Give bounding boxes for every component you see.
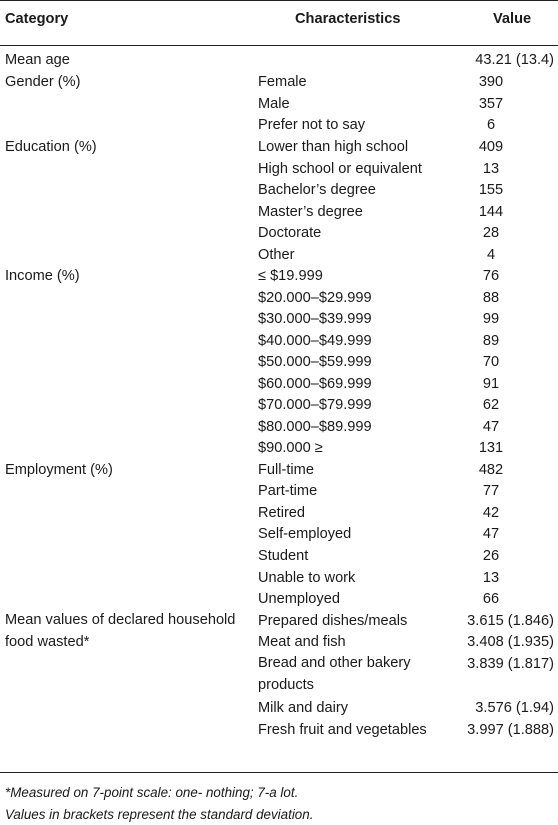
row-value: 47 bbox=[424, 419, 558, 436]
row-value: 62 bbox=[424, 397, 558, 414]
row-characteristic: Meat and fish bbox=[258, 634, 346, 651]
row-value: 91 bbox=[424, 376, 558, 393]
row-value: 131 bbox=[424, 440, 558, 457]
row-value: 3.576 (1.94) bbox=[424, 700, 554, 717]
row-value: 88 bbox=[424, 290, 558, 307]
row-value: 42 bbox=[424, 505, 558, 522]
header-characteristics: Characteristics bbox=[295, 11, 400, 28]
header-category: Category bbox=[5, 11, 68, 28]
row-category: Education (%) bbox=[5, 139, 97, 156]
row-characteristic: $30.000–$39.999 bbox=[258, 311, 372, 328]
row-characteristic: Fresh fruit and vegetables bbox=[258, 722, 427, 739]
row-value: 99 bbox=[424, 311, 558, 328]
row-category: Employment (%) bbox=[5, 462, 113, 479]
row-characteristic: High school or equivalent bbox=[258, 161, 422, 178]
row-value: 3.839 (1.817) bbox=[424, 656, 554, 673]
row-characteristic: $50.000–$59.999 bbox=[258, 354, 372, 371]
row-value: 76 bbox=[424, 268, 558, 285]
row-value: 77 bbox=[424, 483, 558, 500]
row-characteristic: Full-time bbox=[258, 462, 314, 479]
row-value: 26 bbox=[424, 548, 558, 565]
row-characteristic: $80.000–$89.999 bbox=[258, 419, 372, 436]
row-characteristic: $60.000–$69.999 bbox=[258, 376, 372, 393]
table-top-rule bbox=[0, 0, 558, 1]
row-category: Mean age bbox=[5, 52, 70, 69]
row-characteristic: Student bbox=[258, 548, 308, 565]
row-characteristic: Lower than high school bbox=[258, 139, 408, 156]
row-characteristic: Unemployed bbox=[258, 591, 340, 608]
row-value: 357 bbox=[424, 96, 558, 113]
footnote-brackets: Values in brackets represent the standard deviation. bbox=[5, 804, 313, 825]
row-value: 70 bbox=[424, 354, 558, 371]
row-value: 4 bbox=[424, 247, 558, 264]
row-characteristic: Male bbox=[258, 96, 290, 113]
row-value: 6 bbox=[424, 117, 558, 134]
row-characteristic: Unable to work bbox=[258, 570, 355, 587]
row-value: 3.615 (1.846) bbox=[424, 613, 554, 630]
row-value: 155 bbox=[424, 182, 558, 199]
row-value: 89 bbox=[424, 333, 558, 350]
row-characteristic: ≤ $19.999 bbox=[258, 268, 323, 285]
row-characteristic: Retired bbox=[258, 505, 305, 522]
row-characteristic: Bread and other bakery products bbox=[258, 653, 428, 696]
row-value: 13 bbox=[424, 161, 558, 178]
row-value: 13 bbox=[424, 570, 558, 587]
footnote-scale: *Measured on 7-point scale: one- nothing; 7-a lot. bbox=[5, 782, 313, 804]
row-value: 66 bbox=[424, 591, 558, 608]
row-characteristic: $90.000 ≥ bbox=[258, 440, 323, 457]
table-bottom-rule bbox=[0, 772, 558, 773]
row-characteristic: $70.000–$79.999 bbox=[258, 397, 372, 414]
row-category: Mean values of declared household food wasted* bbox=[5, 610, 250, 653]
row-value: 409 bbox=[424, 139, 558, 156]
row-characteristic: Prefer not to say bbox=[258, 117, 365, 134]
row-characteristic: Prepared dishes/meals bbox=[258, 613, 407, 630]
row-value: 28 bbox=[424, 225, 558, 242]
row-characteristic: Self-employed bbox=[258, 526, 351, 543]
row-value: 43.21 (13.4) bbox=[424, 52, 554, 69]
row-characteristic: $40.000–$49.999 bbox=[258, 333, 372, 350]
table-footnotes bbox=[5, 782, 313, 825]
row-characteristic: Other bbox=[258, 247, 295, 264]
row-characteristic: Female bbox=[258, 74, 307, 91]
row-characteristic: Milk and dairy bbox=[258, 700, 348, 717]
header-rule bbox=[0, 45, 558, 46]
row-value: 3.997 (1.888) bbox=[424, 722, 554, 739]
row-value: 390 bbox=[424, 74, 558, 91]
row-characteristic: Part-time bbox=[258, 483, 317, 500]
row-value: 482 bbox=[424, 462, 558, 479]
row-characteristic: Master’s degree bbox=[258, 204, 363, 221]
row-value: 47 bbox=[424, 526, 558, 543]
row-category: Gender (%) bbox=[5, 74, 80, 91]
header-value: Value bbox=[493, 11, 531, 28]
row-category: Income (%) bbox=[5, 268, 80, 285]
row-value: 3.408 (1.935) bbox=[424, 634, 554, 651]
row-characteristic: $20.000–$29.999 bbox=[258, 290, 372, 307]
row-characteristic: Bachelor’s degree bbox=[258, 182, 376, 199]
row-value: 144 bbox=[424, 204, 558, 221]
row-characteristic: Doctorate bbox=[258, 225, 321, 242]
